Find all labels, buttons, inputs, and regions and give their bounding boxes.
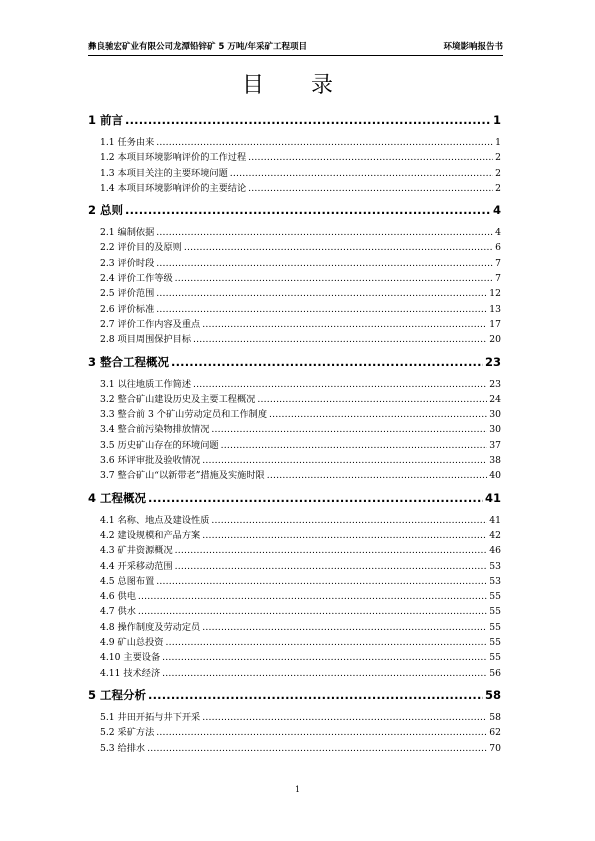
toc-entry-title: 2.4 评价工作等级	[100, 273, 173, 285]
toc-chapter-entry[interactable]	[88, 201, 501, 219]
toc-section-entry[interactable]	[88, 513, 501, 528]
toc-entry-title: 4.11 技术经济	[100, 667, 161, 679]
toc-section-entry[interactable]	[88, 135, 501, 150]
toc-entry-title: 3 整合工程概况	[88, 354, 170, 369]
toc-entry-page: 23	[484, 354, 501, 369]
toc-dot-leader	[156, 574, 487, 589]
toc-entry-page: 53	[489, 575, 501, 587]
toc-entry-title: 5.2 采矿方法	[100, 727, 155, 739]
toc-section-entry[interactable]	[88, 302, 501, 317]
toc-entry-page: 41	[489, 514, 501, 526]
toc-section-entry[interactable]	[88, 468, 501, 483]
toc-entry-title: 2 总则	[88, 203, 124, 218]
toc-dot-leader	[156, 135, 493, 150]
toc-section-entry[interactable]	[88, 332, 501, 347]
toc-entry-page: 30	[489, 409, 501, 421]
toc-dot-leader	[248, 181, 493, 196]
toc-section-entry[interactable]	[88, 422, 501, 437]
toc-entry-title: 4.1 名称、地点及建设性质	[100, 514, 210, 526]
toc-dot-leader	[162, 650, 487, 665]
toc-entry-page: 24	[489, 393, 501, 405]
toc-entry-page: 12	[489, 288, 501, 300]
toc-dot-leader	[269, 407, 487, 422]
toc-entry-page: 23	[489, 378, 501, 390]
toc-section-entry[interactable]	[88, 407, 501, 422]
toc-entry-title: 4.4 开采移动范围	[100, 560, 173, 572]
table-of-contents	[88, 111, 501, 756]
toc-entry-page: 58	[484, 687, 501, 702]
toc-entry-title: 4.2 建设规模和产品方案	[100, 529, 201, 541]
toc-entry-title: 2.3 评价时段	[100, 257, 155, 269]
toc-section-entry[interactable]	[88, 438, 501, 453]
toc-entry-title: 3.1 以往地质工作简述	[100, 378, 192, 390]
toc-section-entry[interactable]	[88, 240, 501, 255]
toc-entry-title: 2.8 项目周围保护目标	[100, 334, 192, 346]
toc-entry-title: 3.4 整合前污染物排放情况	[100, 424, 210, 436]
toc-entry-page: 7	[495, 273, 501, 285]
toc-dot-leader	[193, 332, 487, 347]
toc-section-entry[interactable]	[88, 574, 501, 589]
toc-entry-title: 3.2 整合矿山建设历史及主要工程概况	[100, 393, 256, 405]
toc-entry-page: 6	[495, 242, 501, 254]
toc-entry-page: 13	[489, 303, 501, 315]
header-divider	[88, 55, 503, 56]
toc-chapter-entry[interactable]	[88, 489, 501, 507]
toc-section-entry[interactable]	[88, 317, 501, 332]
toc-dot-leader	[125, 111, 491, 129]
toc-entry-title: 1.3 本项目关注的主要环境问题	[100, 167, 228, 179]
toc-section-entry[interactable]	[88, 225, 501, 240]
toc-entry-title: 2.2 评价目的及原则	[100, 242, 182, 254]
toc-dot-leader	[175, 543, 488, 558]
toc-dot-leader	[202, 317, 487, 332]
toc-entry-title: 4.6 供电	[100, 591, 136, 603]
toc-section-entry[interactable]	[88, 286, 501, 301]
toc-entry-title: 1.4 本项目环境影响评价的主要结论	[100, 182, 247, 194]
toc-section-entry[interactable]	[88, 256, 501, 271]
toc-dot-leader	[165, 635, 487, 650]
toc-entry-page: 4	[495, 227, 501, 239]
toc-chapter-entry[interactable]	[88, 686, 501, 704]
toc-entry-title: 3.6 环评审批及验收情况	[100, 455, 201, 467]
toc-dot-leader	[221, 438, 488, 453]
toc-entry-title: 2.7 评价工作内容及重点	[100, 318, 201, 330]
toc-dot-leader	[175, 271, 493, 286]
toc-entry-title: 5.1 井田开拓与井下开采	[100, 711, 201, 723]
toc-entry-page: 38	[489, 455, 501, 467]
toc-section-entry[interactable]	[88, 604, 501, 619]
toc-entry-title: 4.9 矿山总投资	[100, 637, 164, 649]
toc-entry-title: 3.5 历史矿山存在的环境问题	[100, 439, 219, 451]
toc-entry-page: 55	[489, 652, 501, 664]
toc-entry-page: 20	[489, 334, 501, 346]
toc-section-entry[interactable]	[88, 620, 501, 635]
toc-entry-page: 2	[495, 152, 501, 164]
toc-dot-leader	[156, 256, 493, 271]
toc-entry-title: 1 前言	[88, 113, 124, 127]
toc-dot-leader	[156, 286, 487, 301]
running-header	[88, 41, 503, 53]
toc-dot-leader	[257, 392, 487, 407]
toc-entry-page: 7	[495, 257, 501, 269]
toc-section-entry[interactable]	[88, 166, 501, 181]
toc-entry-page: 58	[489, 711, 501, 723]
toc-dot-leader	[184, 240, 493, 255]
toc-dot-leader	[211, 422, 487, 437]
toc-entry-page: 55	[489, 637, 501, 649]
toc-dot-leader	[267, 468, 488, 483]
toc-entry-page: 55	[489, 606, 501, 618]
toc-section-entry[interactable]	[88, 710, 501, 725]
header-document-type: 环境影响报告书	[443, 42, 503, 52]
toc-section-entry[interactable]	[88, 453, 501, 468]
toc-section-entry[interactable]	[88, 543, 501, 558]
toc-entry-title: 3.7 整合矿山“以新带老”措施及实施时限	[100, 470, 265, 482]
toc-section-entry[interactable]	[88, 271, 501, 286]
toc-entry-page: 46	[489, 545, 501, 557]
toc-section-entry[interactable]	[88, 377, 501, 392]
toc-section-entry[interactable]	[88, 150, 501, 165]
toc-entry-page: 42	[489, 529, 501, 541]
toc-entry-page: 4	[492, 203, 501, 218]
toc-entry-title: 4.8 操作制度及劳动定员	[100, 621, 201, 633]
toc-dot-leader	[248, 150, 493, 165]
toc-entry-page: 53	[489, 560, 501, 572]
toc-entry-title: 2.1 编制依据	[100, 227, 155, 239]
toc-entry-title: 5 工程分析	[88, 687, 147, 702]
toc-entry-title: 2.5 评价范围	[100, 288, 155, 300]
toc-dot-leader	[193, 377, 487, 392]
toc-dot-leader	[211, 513, 487, 528]
toc-section-entry[interactable]	[88, 741, 501, 756]
toc-dot-leader	[202, 620, 487, 635]
header-project-title: 彝良驰宏矿业有限公司龙潭铅锌矿 5 万吨/年采矿工程项目	[88, 42, 307, 52]
toc-entry-page: 17	[489, 318, 501, 330]
toc-dot-leader	[138, 589, 487, 604]
toc-entry-page: 30	[489, 424, 501, 436]
toc-entry-title: 4.10 主要设备	[100, 652, 161, 664]
toc-dot-leader	[156, 725, 487, 740]
toc-section-entry[interactable]	[88, 528, 501, 543]
toc-dot-leader	[202, 528, 487, 543]
toc-entry-title: 4 工程概况	[88, 490, 147, 505]
toc-entry-page: 1	[492, 113, 501, 127]
toc-dot-leader	[148, 489, 483, 507]
toc-section-entry[interactable]	[88, 392, 501, 407]
toc-dot-leader	[148, 686, 483, 704]
toc-entry-page: 1	[495, 137, 501, 148]
toc-entry-page: 62	[489, 727, 501, 739]
toc-entry-page: 56	[489, 667, 501, 679]
toc-entry-page: 40	[489, 470, 501, 482]
toc-entry-page: 70	[489, 742, 501, 754]
toc-dot-leader	[156, 225, 493, 240]
toc-dot-leader	[125, 201, 491, 219]
toc-entry-title: 1.1 任务由来	[100, 137, 155, 148]
toc-section-entry[interactable]	[88, 650, 501, 665]
toc-entry-page: 55	[489, 591, 501, 603]
toc-section-entry[interactable]	[88, 589, 501, 604]
toc-entry-page: 37	[489, 439, 501, 451]
toc-section-entry[interactable]	[88, 725, 501, 740]
toc-entry-title: 4.3 矿井资源概况	[100, 545, 173, 557]
toc-dot-leader	[162, 666, 487, 681]
toc-dot-leader	[171, 353, 483, 371]
toc-entry-title: 4.7 供水	[100, 606, 136, 618]
toc-dot-leader	[138, 604, 487, 619]
toc-entry-page: 55	[489, 621, 501, 633]
toc-entry-title: 2.6 评价标准	[100, 303, 155, 315]
toc-entry-title: 3.3 整合前 3 个矿山劳动定员和工作制度	[100, 409, 268, 421]
toc-section-entry[interactable]	[88, 181, 501, 196]
toc-entry-page: 41	[484, 490, 501, 505]
toc-section-entry[interactable]	[88, 559, 501, 574]
toc-heading: 目 录	[242, 73, 353, 98]
toc-dot-leader	[156, 302, 487, 317]
toc-chapter-entry[interactable]	[88, 353, 501, 371]
toc-entry-title: 5.3 给排水	[100, 742, 146, 754]
toc-entry-title: 1.2 本项目环境影响评价的工作过程	[100, 152, 247, 164]
toc-dot-leader	[202, 710, 487, 725]
page-number: 1	[294, 785, 301, 794]
toc-dot-leader	[202, 453, 487, 468]
toc-section-entry[interactable]	[88, 635, 501, 650]
toc-entry-page: 2	[495, 182, 501, 194]
toc-entry-title: 4.5 总图布置	[100, 575, 155, 587]
toc-dot-leader	[230, 166, 493, 181]
toc-section-entry[interactable]	[88, 666, 501, 681]
toc-dot-leader	[147, 741, 487, 756]
toc-entry-page: 2	[495, 167, 501, 179]
toc-chapter-entry[interactable]	[88, 111, 501, 129]
toc-dot-leader	[175, 559, 488, 574]
